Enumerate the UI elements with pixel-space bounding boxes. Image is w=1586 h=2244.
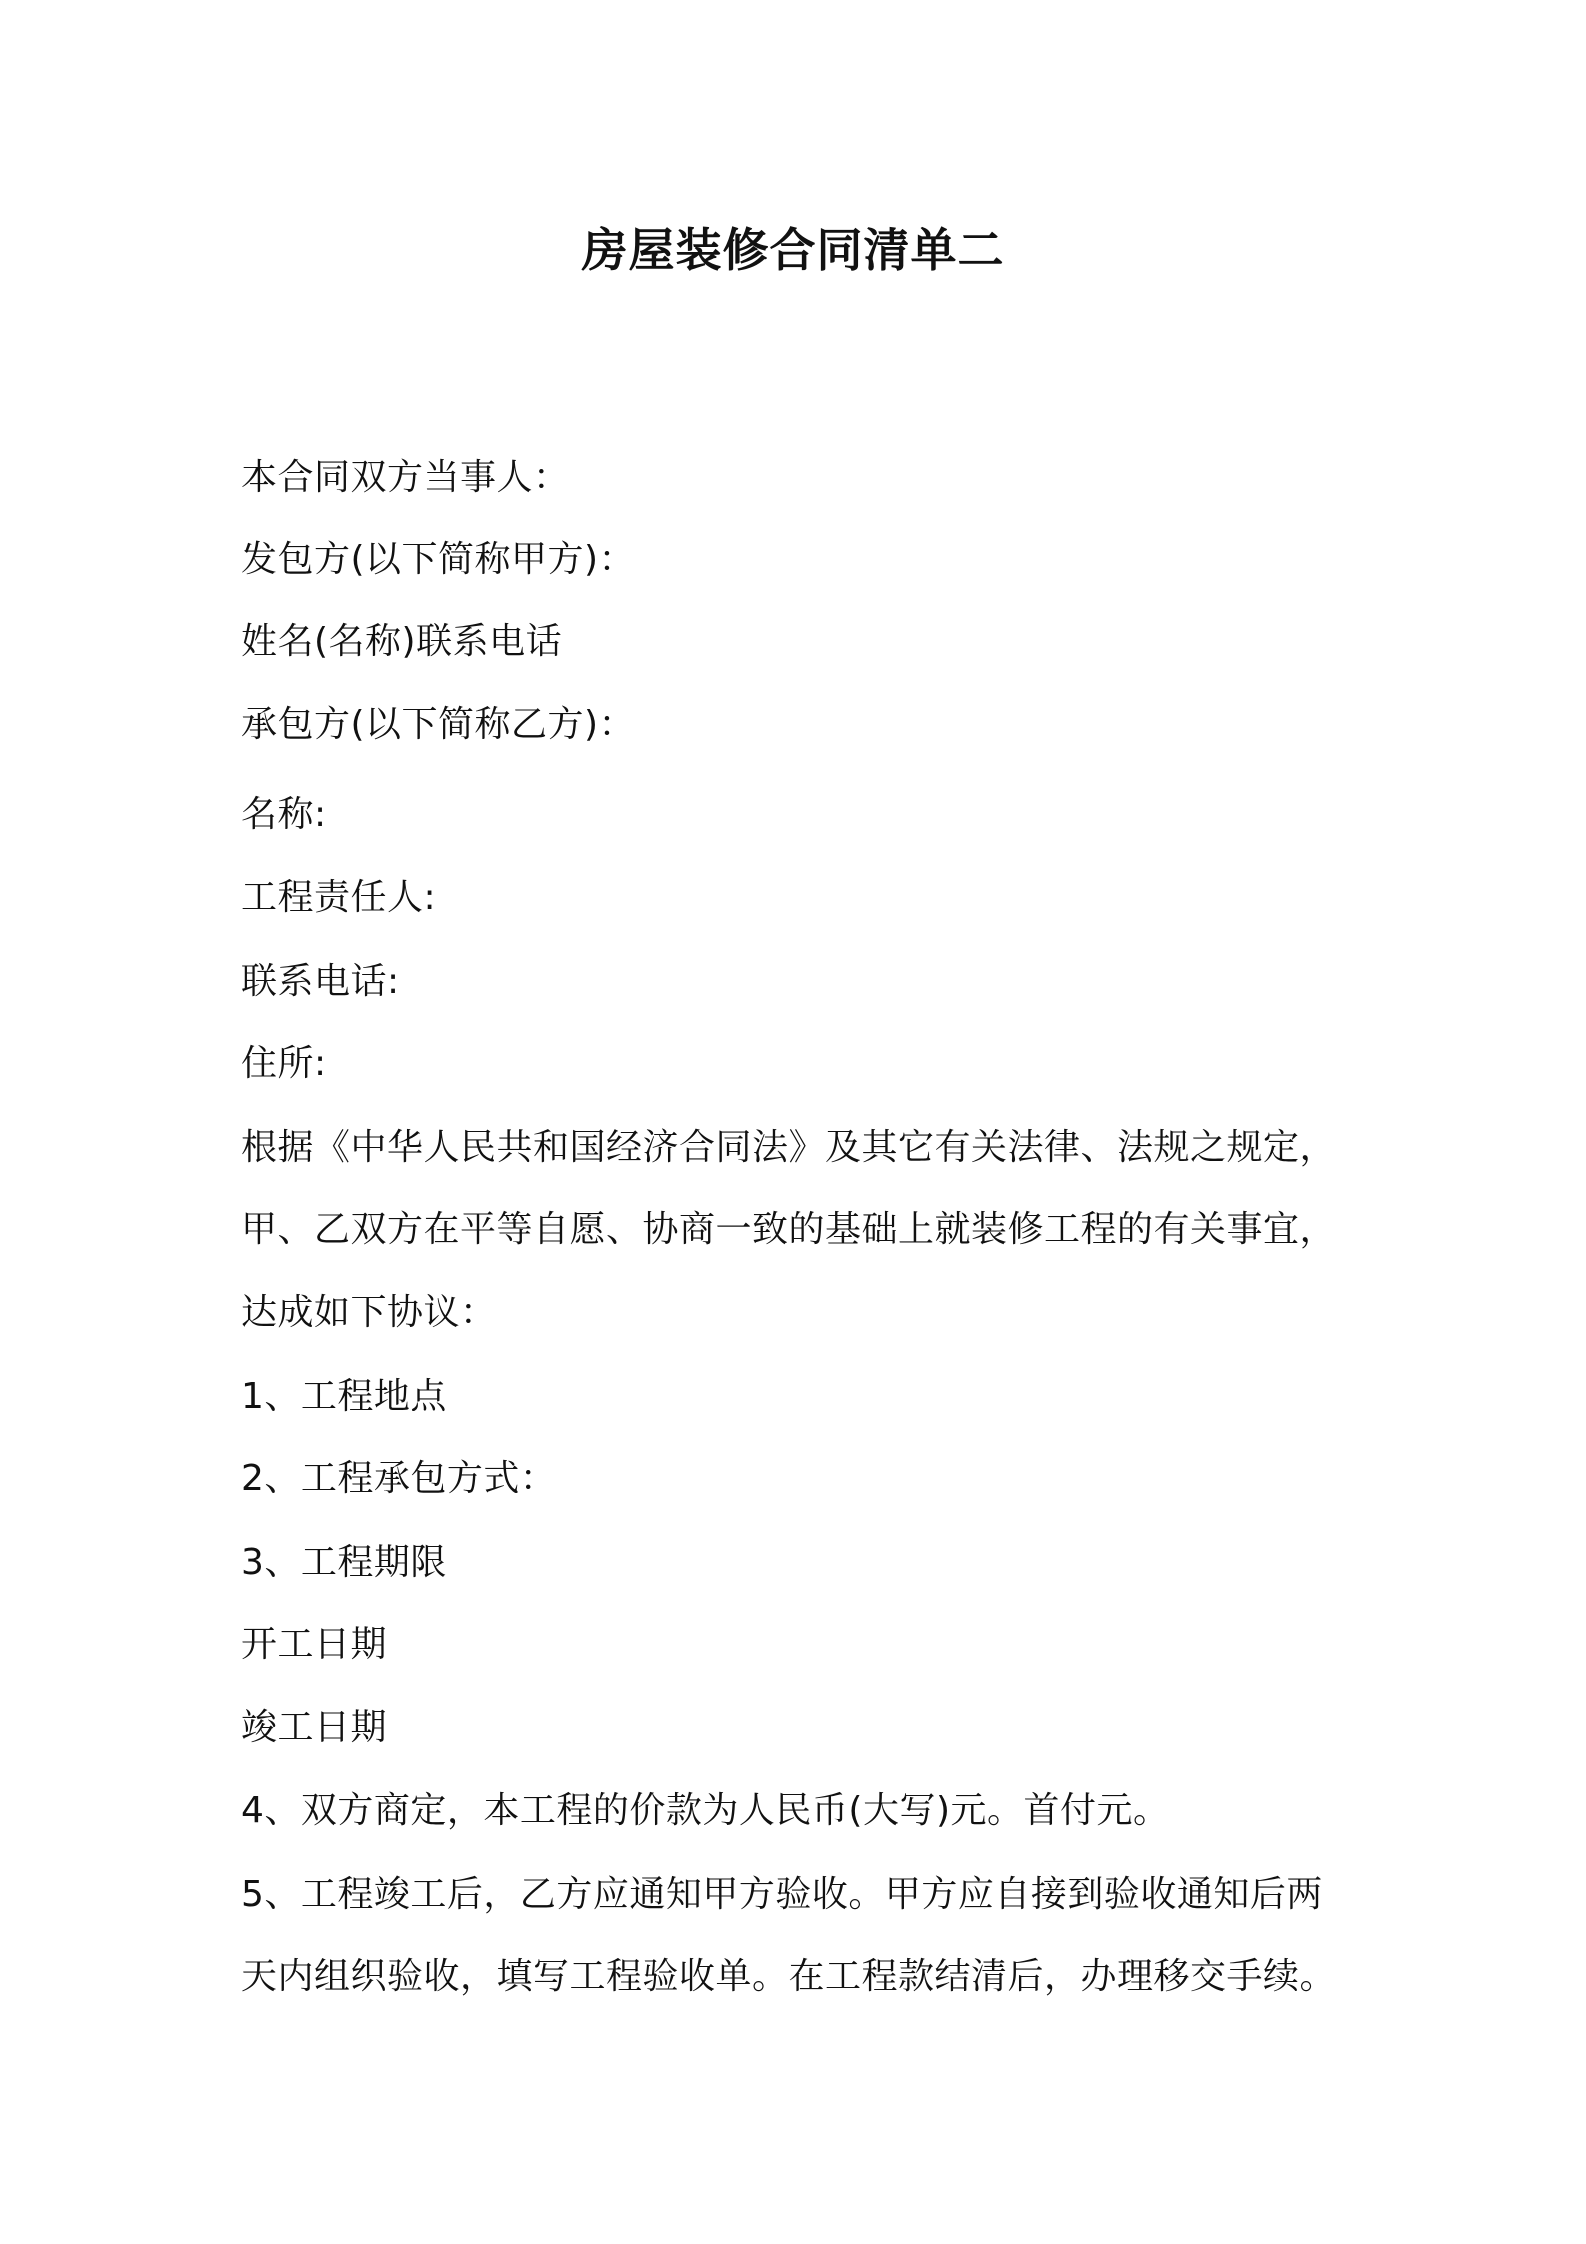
clause-3: 3、工程期限: [241, 1542, 447, 1583]
clause-1: 1、工程地点: [241, 1376, 447, 1417]
party-b-label: 承包方(以下简称乙方)：: [241, 704, 636, 745]
preamble-line-3: 达成如下协议：: [241, 1292, 497, 1333]
clause-4: 4、双方商定，本工程的价款为人民币(大写)元。首付元。: [241, 1790, 1170, 1831]
clause-2: 2、工程承包方式：: [241, 1458, 557, 1499]
document-title: 房屋装修合同清单二: [581, 223, 1005, 277]
preamble-line-1: 根据《中华人民共和国经济合同法》及其它有关法律、法规之规定，: [241, 1127, 1337, 1168]
preamble-line-2: 甲、乙双方在平等自愿、协商一致的基础上就装修工程的有关事宜，: [241, 1209, 1337, 1250]
start-date: 开工日期: [241, 1624, 388, 1665]
parties-heading: 本合同双方当事人：: [241, 457, 570, 498]
clause-5-line-1: 5、工程竣工后，乙方应通知甲方验收。甲方应自接到验收通知后两: [241, 1874, 1323, 1915]
clause-5-line-2: 天内组织验收，填写工程验收单。在工程款结清后，办理移交手续。: [241, 1956, 1337, 1997]
completion-date: 竣工日期: [241, 1707, 388, 1748]
address: 住所:: [241, 1043, 327, 1084]
party-b-name: 名称:: [241, 794, 327, 835]
project-manager: 工程责任人:: [241, 877, 437, 918]
contact-phone: 联系电话:: [241, 961, 400, 1002]
party-a-label: 发包方(以下简称甲方)：: [241, 539, 636, 580]
party-a-name-phone: 姓名(名称)联系电话: [241, 621, 563, 662]
